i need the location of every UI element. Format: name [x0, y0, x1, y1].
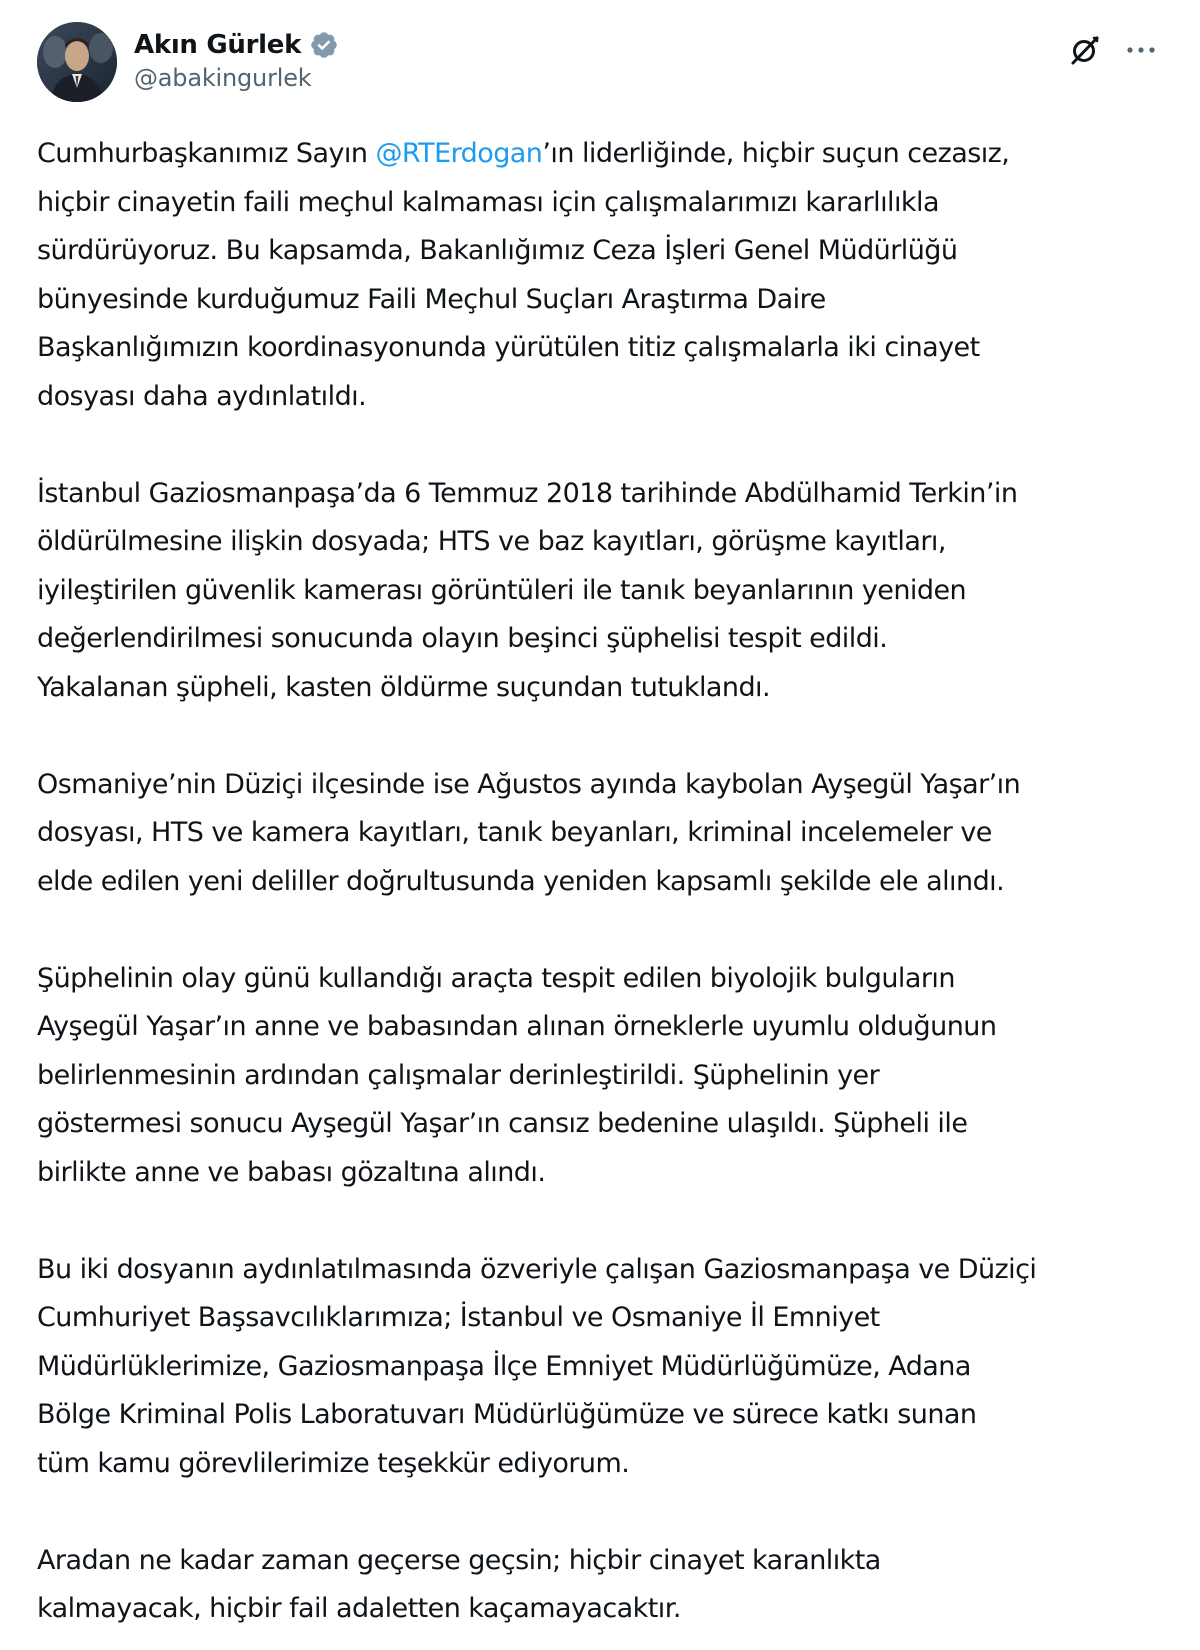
author-handle[interactable]: @abakingurlek — [134, 64, 312, 92]
tweet-text — [37, 130, 1187, 1634]
text-segment: Cumhurbaşkanımız Sayın — [37, 138, 376, 169]
text-line: Cumhuriyet Başsavcılıklarımıza; İstanbul ve Osmaniye İl Emniyet — [37, 1302, 880, 1333]
text-line: elde edilen yeni deliller doğrultusunda yeniden kapsamlı şekilde ele alındı. — [37, 865, 1005, 897]
text-line: kalmayacak, hiçbir fail adaletten kaçamayacaktır. — [37, 1593, 681, 1624]
mention-link[interactable]: @RTErdogan — [375, 138, 543, 169]
text-line: Müdürlüklerimize, Gaziosmanpaşa İlçe Emniyet Müdürlüğümüze, Adana — [37, 1350, 971, 1382]
more-options-button[interactable] — [1121, 30, 1161, 70]
paragraph-6 — [37, 1537, 1187, 1634]
text-line: hiçbir cinayetin faili meçhul kalmaması için çalışmalarımızı kararlılıkla — [37, 186, 939, 218]
tweet-header — [37, 22, 1163, 104]
text-segment: ’ın liderliğinde, hiçbir suçun cezasız, — [542, 138, 1010, 169]
text-line: Bu iki dosyanın aydınlatılmasında özveriyle çalışan Gaziosmanpaşa ve Düziçi — [37, 1253, 1037, 1285]
verified-badge-icon[interactable] — [309, 30, 339, 60]
paragraph-3 — [37, 761, 1187, 907]
text-line: belirlenmesinin ardından çalışmalar derinleştirildi. Şüphelinin yer — [37, 1059, 880, 1091]
paragraph-5 — [37, 1246, 1187, 1489]
grok-button[interactable] — [1065, 30, 1105, 70]
paragraph-2 — [37, 470, 1187, 713]
text-line: Ayşegül Yaşar’ın anne ve babasından alınan örneklerle uyumlu olduğunun — [37, 1011, 997, 1042]
display-name[interactable]: Akın Gürlek — [134, 30, 302, 60]
paragraph-4 — [37, 955, 1187, 1198]
text-line: İstanbul Gaziosmanpaşa’da 6 Temmuz 2018 tarihinde Abdülhamid Terkin’in — [37, 477, 1018, 509]
more-horizontal-icon — [1126, 45, 1156, 55]
text-line: dosyası daha aydınlatıldı. — [37, 380, 367, 412]
text-line: Şüphelinin olay günü kullandığı araçta tespit edilen biyolojik bulguların — [37, 962, 955, 994]
text-line: bünyesinde kurduğumuz Faili Meçhul Suçları Araştırma Daire — [37, 283, 826, 315]
avatar[interactable] — [37, 22, 117, 102]
paragraph-1 — [37, 130, 1187, 421]
profile-photo — [37, 22, 117, 102]
text-line: göstermesi sonucu Ayşegül Yaşar’ın cansız bedenine ulaşıldı. Şüpheli ile — [37, 1108, 968, 1139]
text-line: sürdürüyoruz. Bu kapsamda, Bakanlığımız Ceza İşleri Genel Müdürlüğü — [37, 235, 958, 266]
text-line — [37, 130, 1187, 179]
text-line: öldürülmesine ilişkin dosyada; HTS ve baz kayıtları, görüşme kayıtları, — [37, 526, 946, 557]
text-line: Yakalanan şüpheli, kasten öldürme suçundan tutuklandı. — [37, 671, 771, 703]
text-line: Aradan ne kadar zaman geçerse geçsin; hiçbir cinayet karanlıkta — [37, 1544, 881, 1576]
text-line: birlikte anne ve babası gözaltına alındı. — [37, 1156, 546, 1188]
text-line: dosyası, HTS ve kamera kayıtları, tanık beyanları, kriminal incelemeler ve — [37, 817, 992, 848]
text-line: Başkanlığımızın koordinasyonunda yürütülen titiz çalışmalarla iki cinayet — [37, 332, 980, 363]
grok-icon — [1068, 33, 1102, 67]
author-names — [134, 28, 339, 92]
text-line: tüm kamu görevlilerimize teşekkür ediyorum. — [37, 1447, 630, 1479]
text-line: Bölge Kriminal Polis Laboratuvarı Müdürlüğümüze ve sürece katkı sunan — [37, 1399, 977, 1430]
text-line: Osmaniye’nin Düziçi ilçesinde ise Ağustos ayında kaybolan Ayşegül Yaşar’ın — [37, 768, 1021, 800]
name-row — [134, 28, 339, 62]
text-line: iyileştirilen güvenlik kamerası görüntüleri ile tanık beyanlarının yeniden — [37, 574, 967, 606]
text-line: değerlendirilmesi sonucunda olayın beşinci şüphelisi tespit edildi. — [37, 623, 888, 654]
